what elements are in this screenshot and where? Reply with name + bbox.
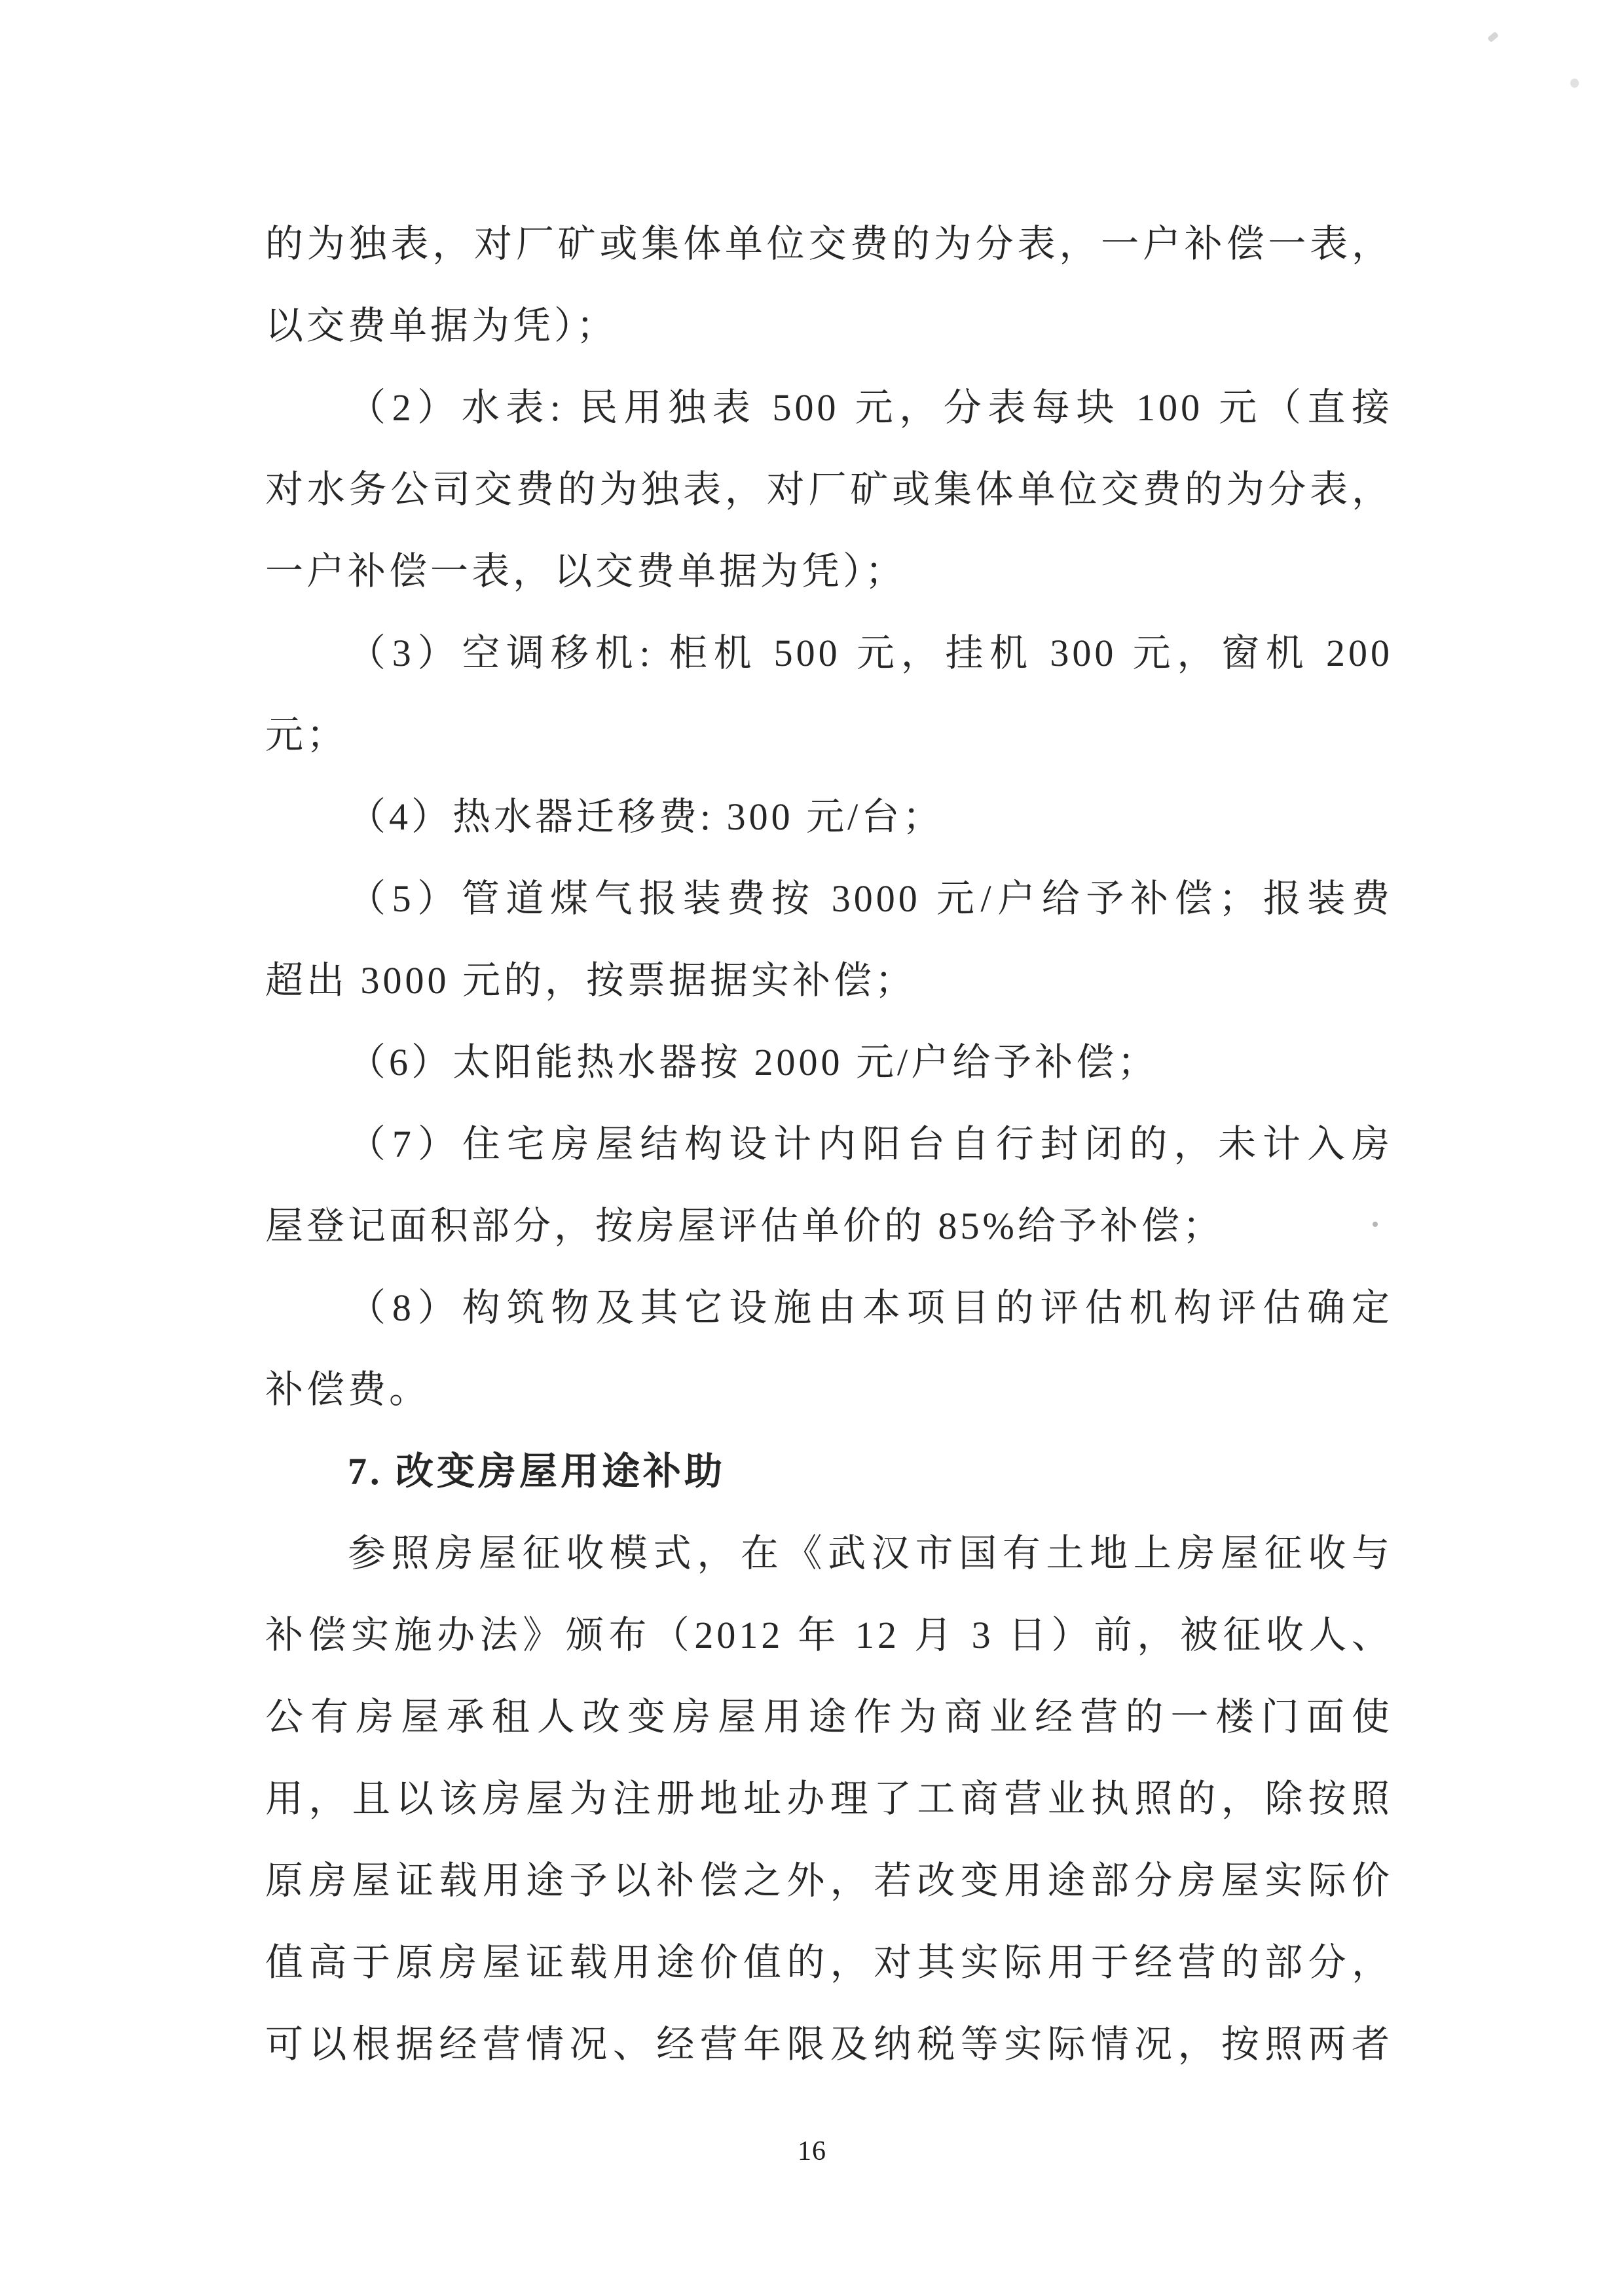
text-block [265, 203, 1393, 2085]
text-line: 一户补偿一表，以交费单据为凭）； [265, 550, 907, 592]
text-line: （5）管道煤气报装费按 3000 元/户给予补偿；报装费 [348, 877, 1393, 920]
section-heading: 7. 改变房屋用途补助 [348, 1450, 726, 1493]
text-line: （3）空调移机: 柜机 500 元，挂机 300 元，窗机 200 [348, 632, 1393, 674]
text-line: 以交费单据为凭）； [265, 304, 618, 347]
scan-speck [1570, 79, 1579, 88]
text-line: 对水务公司交费的为独表，对厂矿或集体单位交费的为分表， [265, 468, 1393, 511]
text-line: 值高于原房屋证载用途价值的，对其实际用于经营的部分， [265, 1941, 1393, 1984]
text-line: （6）太阳能热水器按 2000 元/户给予补偿； [348, 1041, 1159, 1084]
text-line: 用，且以该房屋为注册地址办理了工商营业执照的，除按照 [265, 1777, 1393, 1820]
text-line: （8）构筑物及其它设施由本项目的评估机构评估确定 [348, 1286, 1393, 1329]
text-line: 补偿实施办法》颁布（2012 年 12 月 3 日）前，被征收人、 [265, 1614, 1393, 1656]
text-line: 超出 3000 元的，按票据据实补偿； [265, 959, 917, 1002]
text-line: 元； [265, 714, 348, 756]
text-line: （7）住宅房屋结构设计内阳台自行封闭的，未计入房 [348, 1123, 1393, 1165]
scan-speck [1373, 1222, 1378, 1227]
text-line: 原房屋证载用途予以补偿之外，若改变用途部分房屋实际价 [265, 1859, 1393, 1902]
text-line: 补偿费。 [265, 1368, 431, 1411]
text-line: （4）热水器迁移费: 300 元/台； [348, 795, 944, 838]
scan-speck [1487, 31, 1499, 43]
text-line: 参照房屋征收模式，在《武汉市国有土地上房屋征收与 [348, 1532, 1393, 1575]
text-line: 的为独表，对厂矿或集体单位交费的为分表，一户补偿一表， [265, 223, 1393, 265]
text-line: 可以根据经营情况、经营年限及纳税等实际情况，按照两者 [265, 2023, 1393, 2066]
text-line: 公有房屋承租人改变房屋用途作为商业经营的一楼门面使 [265, 1696, 1393, 1738]
page-number: 16 [798, 2136, 826, 2166]
text-line: 屋登记面积部分，按房屋评估单价的 85%给予补偿； [265, 1205, 1224, 1247]
text-line: （2）水表: 民用独表 500 元，分表每块 100 元（直接 [348, 386, 1393, 429]
